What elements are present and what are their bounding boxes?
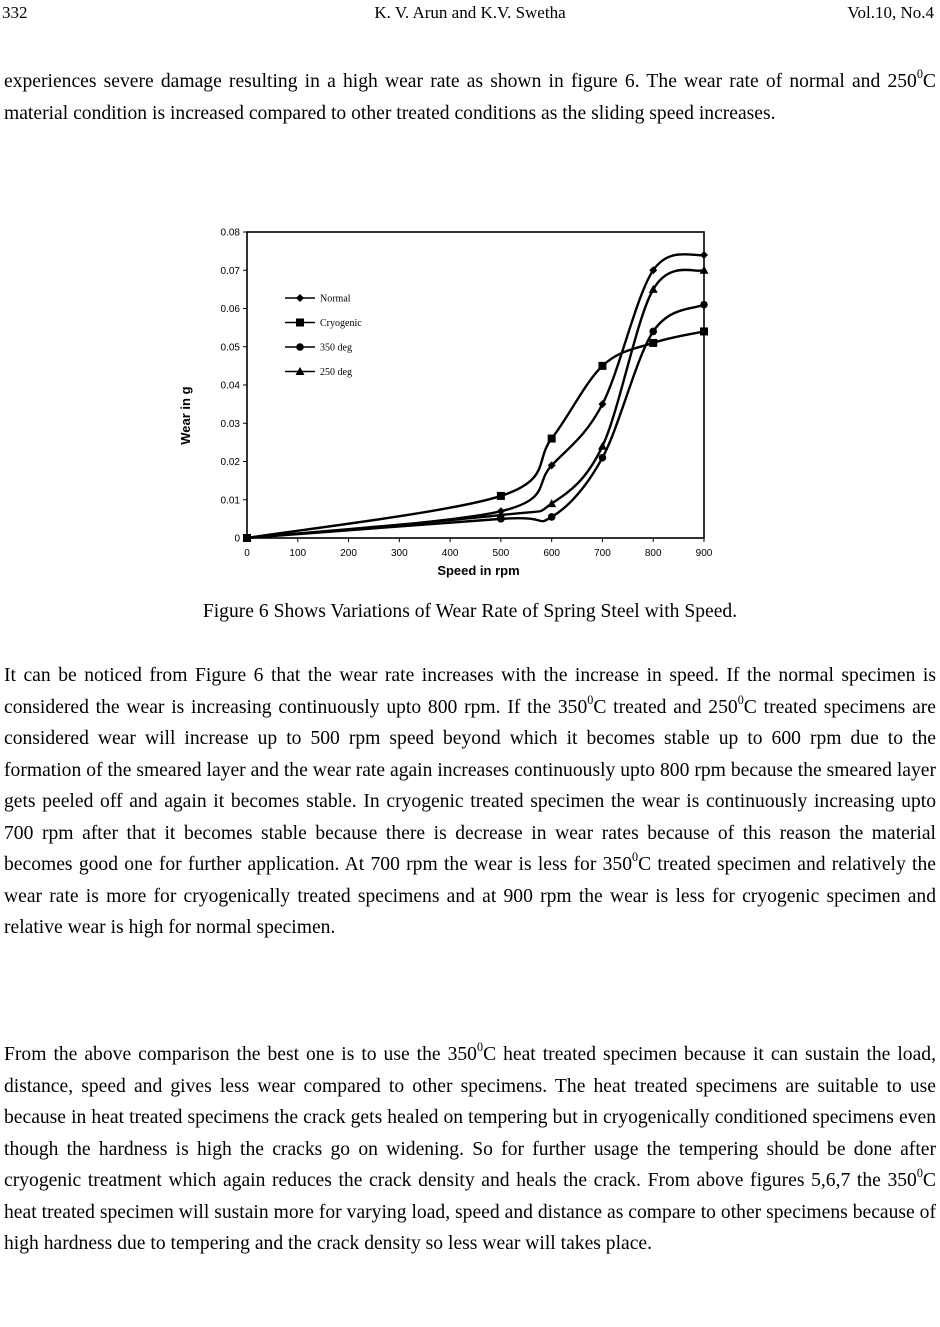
data-point-350-deg [599, 454, 607, 462]
text-run: From the above comparison the best one is to use the 350 [4, 1044, 477, 1065]
data-point-cryogenic [700, 327, 708, 335]
x-tick-label: 700 [594, 548, 611, 559]
series-line-normal [247, 254, 704, 538]
data-point-350-deg [548, 513, 556, 521]
text-run: C heat treated specimen will sustain more for varying load, speed and distance as compare to other specimens because of high hardness due to tempering and the crack density so less wear will takes place. [4, 1170, 936, 1254]
journal-volume: Vol.10, No.4 [847, 3, 934, 22]
y-tick-label: 0.04 [220, 380, 240, 392]
x-tick-label: 600 [543, 548, 561, 559]
series-line-cryogenic [247, 331, 704, 538]
legend-label-250-deg: 250 deg [320, 367, 352, 378]
data-point-250-deg [598, 442, 607, 450]
superscript: 0 [476, 1039, 484, 1054]
text-run: C material condition is increased compared to other treated conditions as the sliding speed increases. [4, 71, 936, 124]
legend-marker-cryogenic [296, 319, 304, 327]
data-point-cryogenic [598, 362, 606, 370]
paragraph-intro [4, 66, 936, 129]
y-tick-label: 0.03 [220, 418, 240, 430]
x-axis-label: Speed in rpm [437, 563, 520, 578]
data-point-350-deg [649, 328, 657, 336]
x-tick-label: 800 [644, 548, 662, 559]
plot-area-frame [247, 232, 704, 538]
x-tick-label: 500 [492, 548, 510, 559]
superscript: 0 [632, 849, 639, 864]
x-tick-label: 100 [289, 548, 307, 559]
superscript: 0 [916, 66, 923, 81]
y-tick-label: 0.01 [220, 495, 240, 507]
page-header [0, 0, 940, 30]
wear-vs-speed-chart [168, 218, 728, 598]
data-point-cryogenic [497, 492, 505, 500]
text-run: C treated specimens are considered wear will increase up to 500 rpm speed beyond which it becomes stable up to 600 rpm due to the formation of the smeared layer and the wear rate again increases continuously upto 800 rpm because the smeared layer gets peeled off and again it becomes stable. In cryogenic treated specimen the wear is continuously increasing upto 700 rpm after that it becomes stable because there is decrease in wear rates because of this reason the material becomes good one for further application. At 700 rpm the wear is less for 350 [4, 696, 936, 875]
text-run: C treated specimen and relatively the wear rate is more for cryogenically treated specimens and at 900 rpm the wear is less for cryogenic specimen and relative wear is high for normal specimen. [4, 854, 936, 938]
y-tick-label: 0.06 [220, 304, 240, 315]
data-point-350-deg [700, 301, 708, 309]
running-authors: K. V. Arun and K.V. Swetha [374, 3, 566, 22]
legend-marker-normal [296, 294, 304, 302]
data-point-normal [700, 251, 708, 259]
data-point-cryogenic [548, 435, 556, 443]
figure-caption: Figure 6 Shows Variations of Wear Rate of Spring Steel with Speed. [202, 601, 738, 622]
text-run: C heat treated specimen because it can sustain the load, distance, speed and gives less wear compared to other specimens. The heat treated specimens are suitable to use because in heat treated specimens the crack gets healed on tempering but in cryogenically conditioned specimens even though the hardness is high the cracks go on widening. So for further usage the tempering should be done after cryogenic treatment which again reduces the crack density and heals the crack. From above figures 5,6,7 the 350 [4, 1044, 936, 1191]
x-tick-label: 200 [340, 548, 357, 559]
superscript: 0 [916, 1165, 923, 1180]
paragraph-discussion [4, 660, 936, 944]
y-tick-label: 0.07 [220, 265, 240, 277]
text-run: C treated and 250 [593, 696, 738, 718]
y-tick-label: 0.08 [220, 227, 240, 239]
legend-label-350-deg: 350 deg [320, 342, 352, 354]
superscript: 0 [587, 692, 594, 707]
legend-label-normal: Normal [320, 293, 351, 305]
x-tick-label: 300 [390, 548, 408, 559]
y-tick-label: 0.05 [220, 342, 240, 354]
text-run: It can be noticed from Figure 6 that the wear rate increases with the increase in speed. If the normal specimen is considered the wear is increasing continuously upto 800 rpm. If the 350 [4, 665, 936, 718]
y-axis-label: Wear in g [178, 386, 193, 445]
superscript: 0 [737, 692, 744, 707]
x-tick-label: 0 [244, 548, 250, 559]
text-run: experiences severe damage resulting in a high wear rate as shown in figure 6. The wear rate of normal and 250 [4, 71, 917, 92]
page-number: 332 [2, 3, 28, 22]
legend-label-cryogenic: Cryogenic [320, 318, 362, 329]
x-tick-label: 900 [695, 548, 713, 559]
legend-marker-350-deg [296, 343, 304, 351]
y-tick-label: 0.02 [220, 457, 240, 468]
y-tick-label: 0 [234, 533, 240, 545]
x-tick-label: 400 [441, 548, 459, 559]
data-point-cryogenic [649, 339, 657, 347]
paragraph-conclusion [4, 1039, 936, 1260]
